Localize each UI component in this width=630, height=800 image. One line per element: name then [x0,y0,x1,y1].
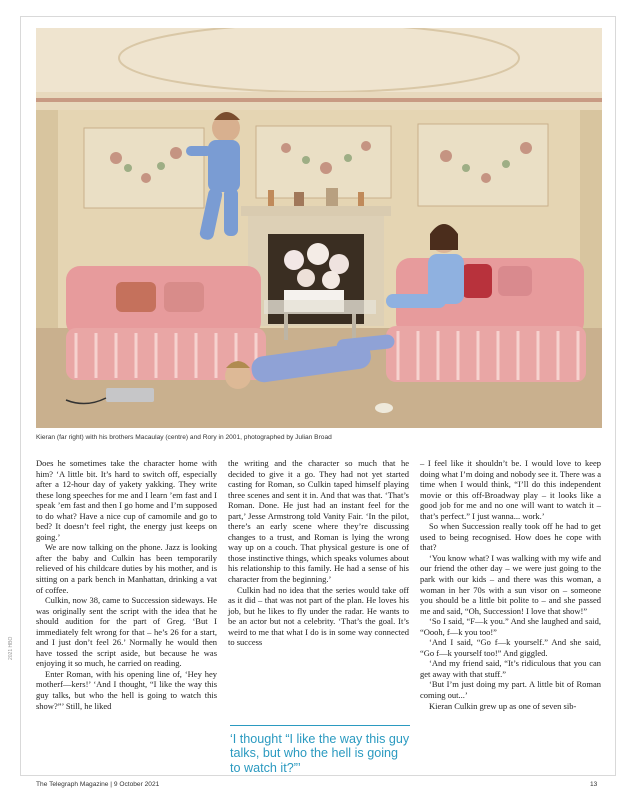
paragraph: ‘You know what? I was walking with my wife and our friend the other day – we were just going to the park with our kids – and there was this woman, a woman in her 70s with a sun visor on – someone you should be a little bit polite to – and she passed me and said, “Oh, Succession! I love that show!” [420,552,601,616]
pull-quote-rule [230,725,410,726]
page-number: 13 [590,781,598,788]
paragraph: ‘And I said, “Go f—k yourself.” And she said, “Go f—k yourself too!” And giggled. [420,637,601,658]
paragraph: Enter Roman, with his opening line of, ‘Hey hey motherf—kers!’ ‘And I thought, “I like the way this guy talks, but who the hell is going to watch this show?”’ Still, he liked [36,668,217,711]
paragraph: Culkin, now 38, came to Succession sideways. He was originally sent the script with the idea that he should audition for the part of Greg. ‘But I immediately felt wrong for that – he’s 26 for a start, and I just don’t feel 26.’ Normally he would then have tossed the script aside, but because he was enjoying it so much, he carried on reading. [36,595,217,669]
margin-code: 2021 HBO [8,636,14,660]
paragraph: Does he sometimes take the character home with him? ‘A little bit. It’s hard to switch off, especially after a 12-hour day of yakety yakking. They write these long speeches for me and I learn ’em fast and I speak ’em fast and then I go home and I’m supposed to do what? Have a nice cup of camomile and go to bed? It doesn’t feel right, the energy just keeps on going.’ [36,458,217,542]
paragraph: – I feel like it shouldn’t be. I would love to keep doing what I’m doing and nobody see it. There was a time when I would think, “I’ll do this independent movie or this off-Broadway play – it looks like a good job for me and no one will want to watch it – that’s perfect.” I just wanna... work.’ [420,458,601,521]
paragraph: ‘And my friend said, “It’s ridiculous that you can get away with that stuff.” [420,658,601,679]
paragraph: ‘But I’m just doing my part. A little bit of Roman coming out...’ [420,679,601,701]
text-column-1 [36,458,217,711]
paragraph: Kieran Culkin grew up as one of seven sib- [429,700,577,711]
photo-illustration-icon [36,28,602,428]
pull-quote: ‘I thought “I like the way this guy talks, but who the hell is going to watch it?”’ [230,732,410,775]
photo-caption: Kieran (far right) with his brothers Macaulay (centre) and Rory in 2001, photographed by Julian Broad [36,434,332,441]
paragraph: ‘So I said, “F—k you.” And she laughed and said, “Oooh, f—k you too!” [420,616,601,637]
paragraph: the writing and the character so much that he decided to give it a go. They had not yet started casting for Roman, so Culkin taped himself playing three scenes and sent it in. And that was that. ‘That’s Roman. Done. He just had an instant feel for the part,’ Jesse Armstrong told Vanity Fair. ‘In the pilot, there’s an early scene where they’re discussing changes to a trust, and Roman is lying the wrong way up on a couch. That physical gesture is one of those instinctive things, which speaks volumes about his relationship to this family. He had a sense of his character from the beginning.’ [228,458,409,585]
paragraph: So when Succession really took off he had to get used to being recognised. How does he cope with that? [420,521,601,553]
feature-photo [36,28,602,428]
paragraph: We are now talking on the phone. Jazz is looking after the baby and Culkin has been temporarily relieved of his childcare duties by his mother, and is sitting on a park bench in Manhattan, drinking a vat of coffee. [36,542,217,595]
footer-publication: The Telegraph Magazine | 9 October 2021 [36,781,160,788]
text-column-3 [420,458,601,711]
text-column-2 [228,458,409,648]
paragraph: Culkin had no idea that the series would take off as it did – that was not part of the plan. He loves his job, but he likes to fly under the radar. He wants to be an actor but not a celebrity. ‘That’s the goal. It’s weird to me that what I do is in some way connected to success [228,584,409,648]
